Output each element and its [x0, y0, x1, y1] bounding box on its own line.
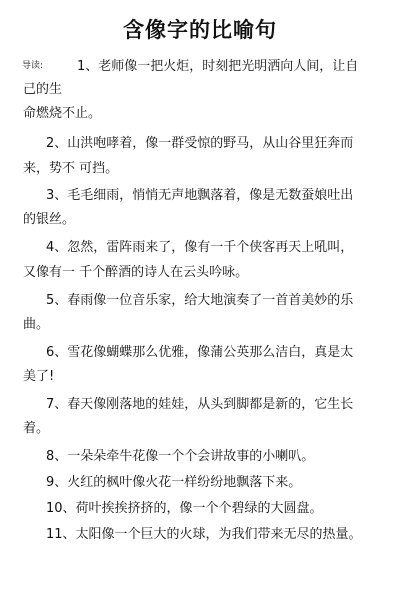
sentence-4-line-2: 又像有一 千个醉酒的诗人在云头吟咏。 [23, 265, 249, 280]
sentence-11-line-1: 11、太阳像一个巨大的火球，为我们带来无尽的热量。 [46, 527, 362, 542]
guide-label: 导读: [22, 61, 44, 71]
sentence-9-line-1: 9、火红的枫叶像火花一样纷纷地飘落下来。 [46, 475, 302, 490]
sentence-2-line-2: 来，势不 可挡。 [23, 161, 119, 176]
sentence-1-line-1: 1、老师像一把火炬，时刻把光明洒向人间，让自 [77, 59, 359, 74]
sentence-3-line-2: 的银丝。 [23, 212, 76, 227]
sentence-1-line-3: 命燃烧不止。 [23, 106, 102, 121]
sentence-7-line-2: 着。 [23, 421, 50, 436]
sentence-7-line-1: 7、春天像刚落地的娃娃，从头到脚都是新的，它生长 [46, 397, 354, 412]
sentence-8-line-1: 8、一朵朵牵牛花像一个个会讲故事的小喇叭。 [46, 449, 315, 464]
sentence-6-line-1: 6、雪花像蝴蝶那么优雅，像蒲公英那么洁白，真是太 [46, 345, 354, 360]
page-title: 含像字的比喻句 [123, 18, 277, 42]
sentence-3-line-1: 3、毛毛细雨，悄悄无声地飘落着，像是无数蚕娘吐出 [46, 188, 354, 203]
sentence-10-line-1: 10、荷叶挨挨挤挤的，像一个个碧绿的大圆盘。 [46, 501, 323, 516]
sentence-6-line-2: 美了! [23, 369, 55, 384]
sentence-5-line-2: 曲。 [23, 317, 50, 332]
sentence-4-line-1: 4、忽然，雷阵雨来了，像有一千个侠客再天上吼叫， [46, 240, 354, 255]
sentence-1-line-2: 己的生 [23, 82, 63, 97]
sentence-2-line-1: 2、山洪咆哮着，像一群受惊的野马，从山谷里狂奔而 [46, 136, 354, 151]
sentence-5-line-1: 5、春雨像一位音乐家，给大地演奏了一首首美妙的乐 [46, 293, 354, 308]
